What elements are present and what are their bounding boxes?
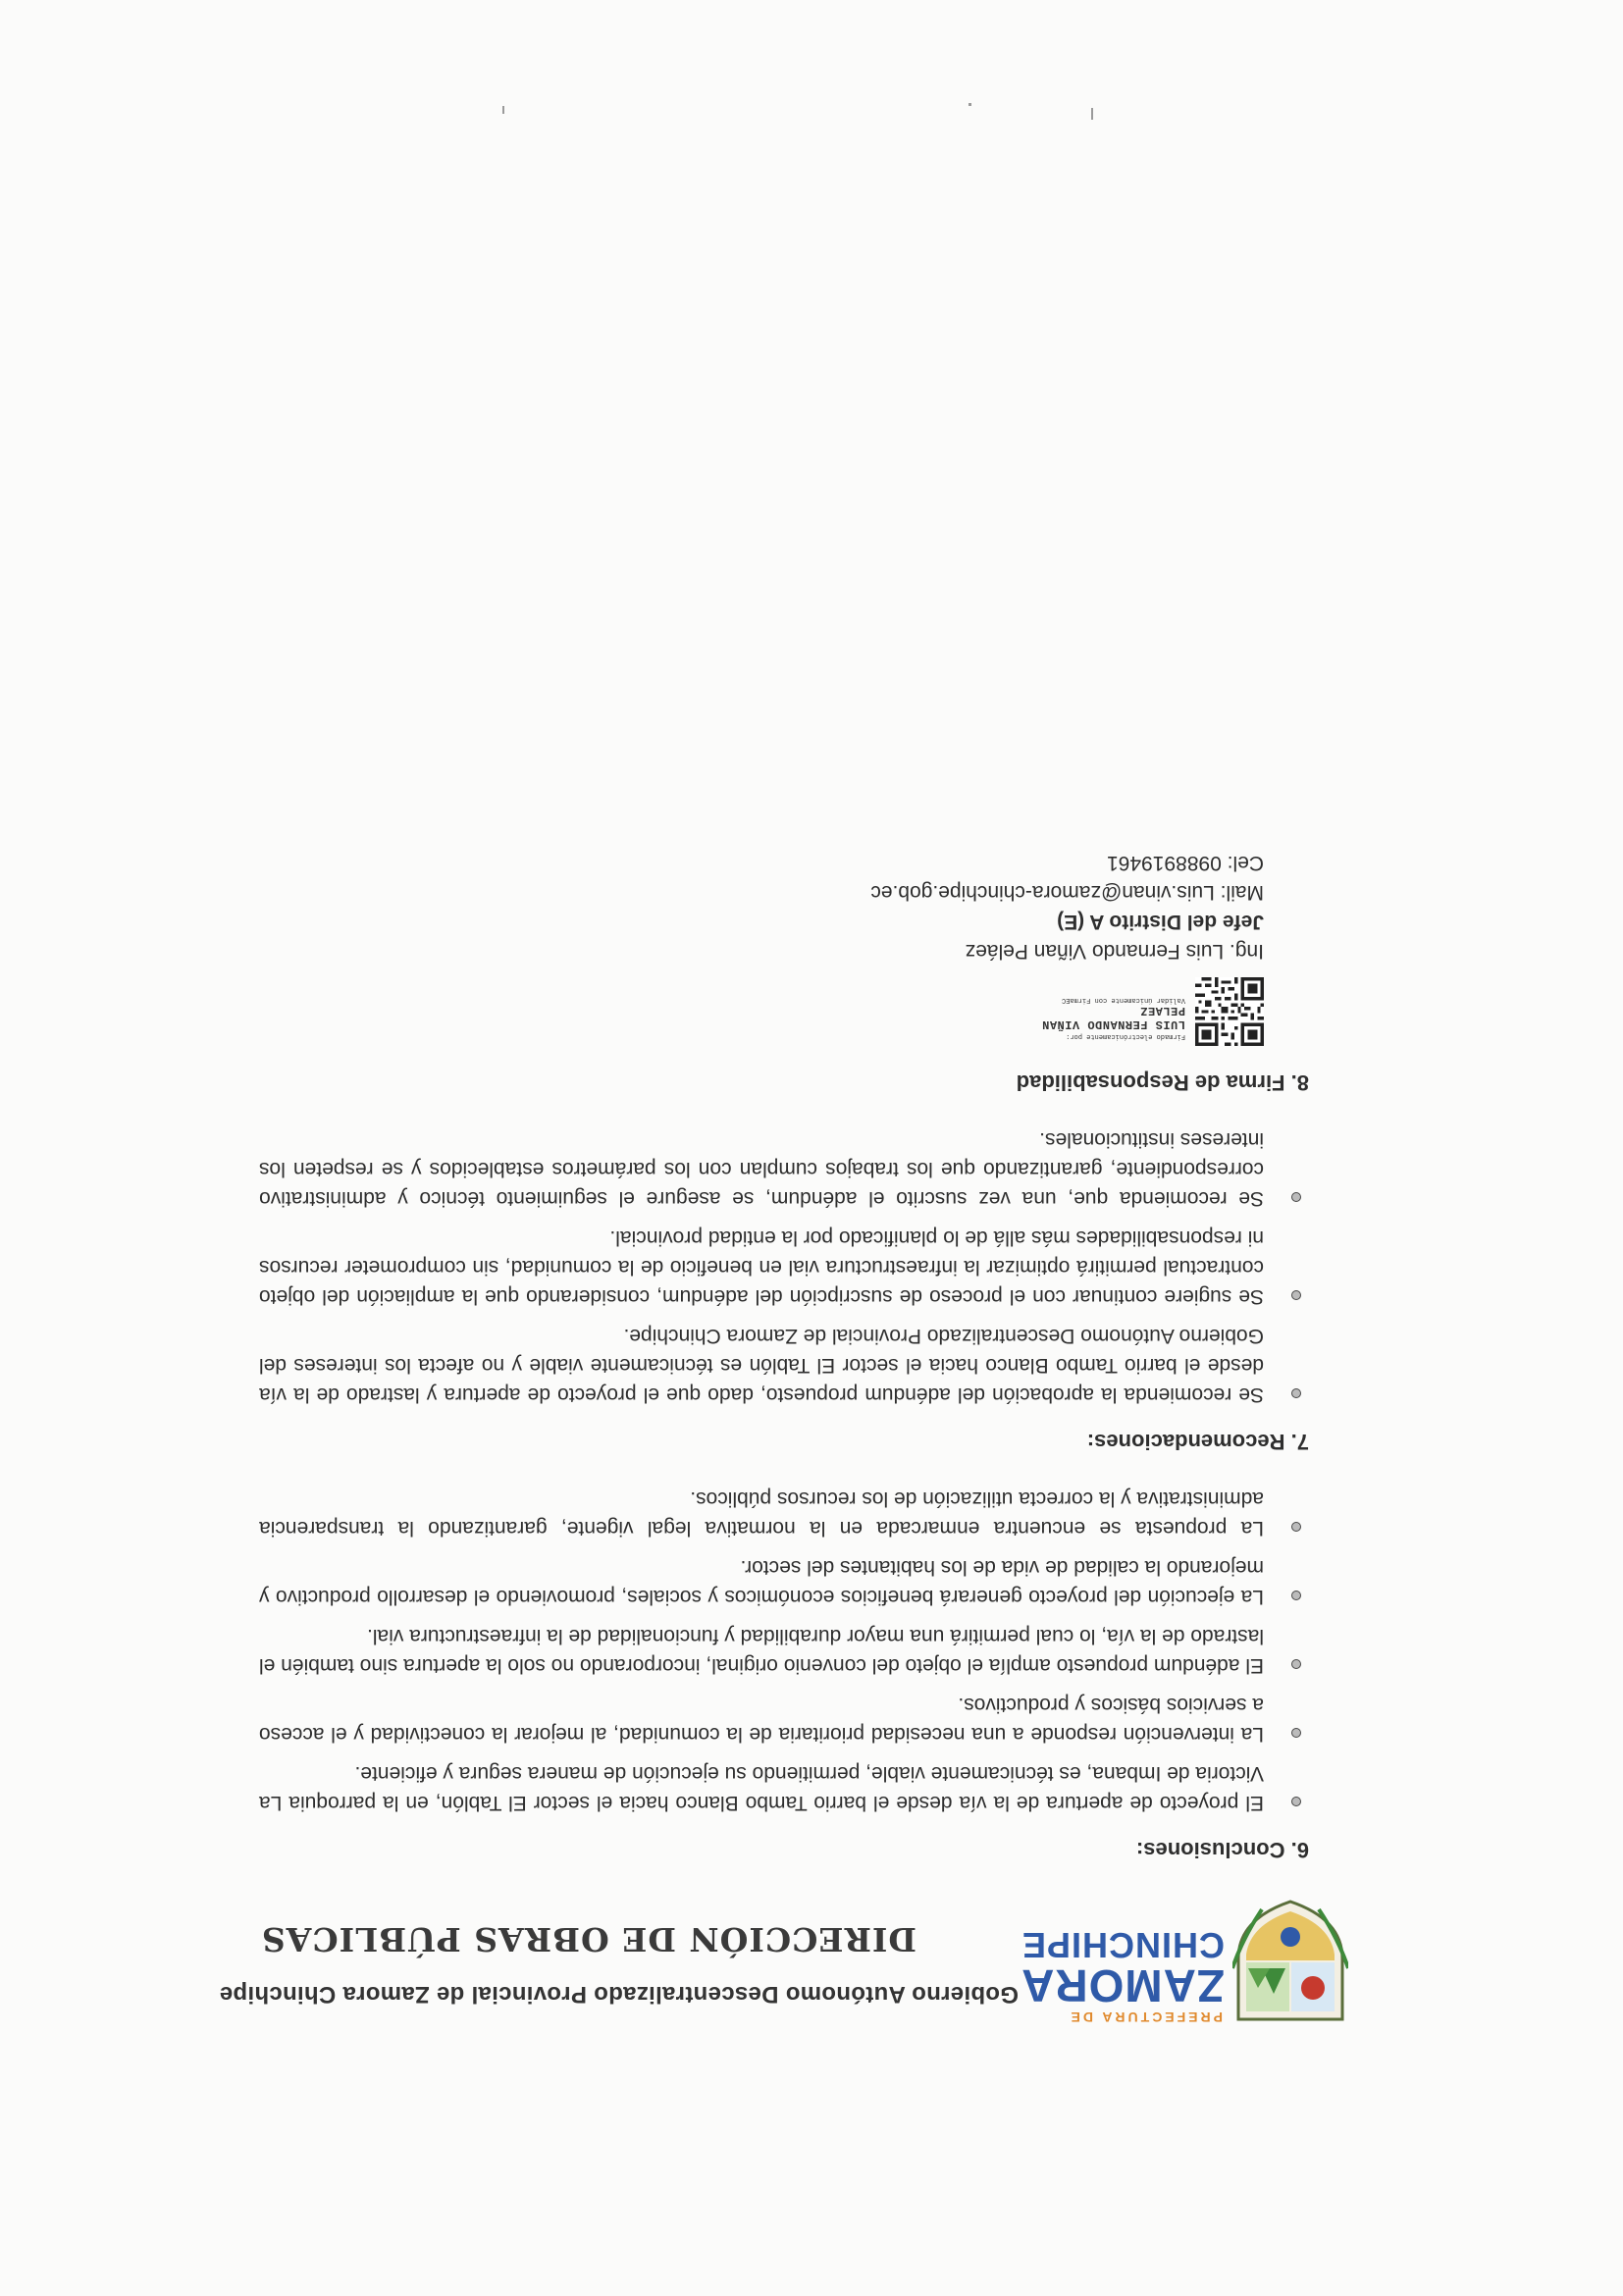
signer-name: Ing. Luis Fernando Viñan Peláez	[965, 940, 1264, 963]
bullet-icon	[1291, 1388, 1301, 1398]
bullet-icon	[1291, 1797, 1301, 1806]
list-item	[259, 1484, 1309, 1542]
signer-phone: Cel: 0988919461	[1107, 852, 1264, 874]
conclusions-list	[259, 1484, 1309, 1817]
signer-mail: Mail: Luis.vinan@zamora-chinchipe.gob.ec	[870, 881, 1264, 904]
coat-of-arms-icon	[1232, 1898, 1348, 2027]
list-item	[259, 1552, 1309, 1611]
bullet-icon	[1291, 1659, 1301, 1669]
scan-speck	[969, 103, 971, 106]
list-item-text: Se recomienda que, una vez suscrito el adéndum, se asegure el seguimiento técnico y administrativo correspondiente, garantizando que los trabajos cumplan con los parámetros establecidos y se respeten los intereses institucionales.	[259, 1128, 1264, 1210]
bullet-icon	[1291, 1522, 1301, 1532]
list-item	[259, 1223, 1309, 1311]
bullet-icon	[1291, 1290, 1301, 1300]
list-item	[259, 1124, 1309, 1213]
electronic-signature	[259, 909, 1264, 1046]
signer-role: Jefe del Distrito A (E)	[1057, 911, 1264, 933]
list-item-text: Se recomienda la aprobación del adéndum propuesto, dado que el proyecto de apertura y lastrado de la vía desde el barrio Tambo Blanco hacia el sector El Tablón es técnicamente viable y no afecta los intereses del Gobierno Autónomo Descentralizado Provincial de Zamora Chinchipe.	[259, 1325, 1264, 1406]
list-item-text: La intervención responde a una necesidad prioritaria de la comunidad, al mejorar la conectividad y el acceso a servicios básicos y productivos.	[259, 1694, 1264, 1746]
list-item-text: La ejecución del proyecto generará beneficios económicos y sociales, promoviendo el desarrollo productivo y mejorando la calidad de vida de los habitantes del sector.	[259, 1556, 1264, 1608]
list-item-text: Se sugiere continuar con el proceso de suscripción del adéndum, considerando que la ampliación del objeto contractual permitirá optimizar la infraestructura vial en beneficio de la comunidad, sin comprometer recursos ni responsabilidades más allá de lo planificado por la entidad provincial.	[259, 1226, 1264, 1308]
list-item	[259, 1321, 1309, 1409]
recommendations-title: 7. Recomendaciones:	[1086, 1430, 1309, 1454]
bullet-icon	[1291, 1591, 1301, 1600]
organization-name: Gobierno Autónomo Descentralizado Provincial de Zamora Chinchipe	[219, 1981, 1019, 2008]
list-item-text: La propuesta se encuentra enmarcada en la normativa legal vigente, garantizando la transparencia administrativa y la correcta utilización de los recursos públicos.	[259, 1487, 1264, 1539]
scan-speck	[502, 106, 504, 114]
signature-name-line1: LUIS FERNANDO VIÑAN	[1041, 1018, 1185, 1031]
letterhead	[210, 1894, 1348, 2031]
signature-caption-bottom: Validar únicamente con FirmaEC	[1061, 996, 1185, 1004]
logo-prefix: PREFECTURA DE	[1068, 2009, 1223, 2025]
document-body	[259, 848, 1309, 1864]
signature-name-line2: PELAEZ	[1139, 1004, 1185, 1018]
scan-speck	[1091, 108, 1093, 120]
department-name: DIRECCIÓN DE OBRAS PÚBLICAS	[260, 1920, 916, 1958]
prefecture-logo	[1021, 1894, 1348, 2031]
logo-name-line2: CHINCHIPE	[1021, 1925, 1225, 1965]
signature-caption-top: Firmado electrónicamente por:	[1066, 1032, 1185, 1040]
signature-text	[1042, 995, 1185, 1040]
list-item-text: El proyecto de apertura de la vía desde el barrio Tambo Blanco hacia el sector El Tablón, en la parroquia La Victoria de Imbana, es técnicamente viable, permitiendo su ejecución de manera segura y eficiente.	[259, 1762, 1264, 1814]
list-item	[259, 1621, 1309, 1680]
recommendations-list	[259, 1124, 1309, 1409]
signature-title: 8. Firma de Responsabilidad	[1016, 1070, 1309, 1095]
qr-code-icon	[1195, 977, 1264, 1046]
list-item	[259, 1690, 1309, 1748]
conclusions-title: 6. Conclusiones:	[1135, 1838, 1309, 1862]
bullet-icon	[1291, 1192, 1301, 1202]
list-item	[259, 1758, 1309, 1817]
bullet-icon	[1291, 1728, 1301, 1738]
list-item-text: El adéndum propuesto amplía el objeto del convenio original, incorporando no solo la apertura sino también el lastrado de la vía, lo cual permitirá una mayor durabilidad y funcionalidad de la infraestructura vial.	[259, 1625, 1264, 1677]
logo-name-line1: ZAMORA	[1021, 1960, 1225, 2011]
